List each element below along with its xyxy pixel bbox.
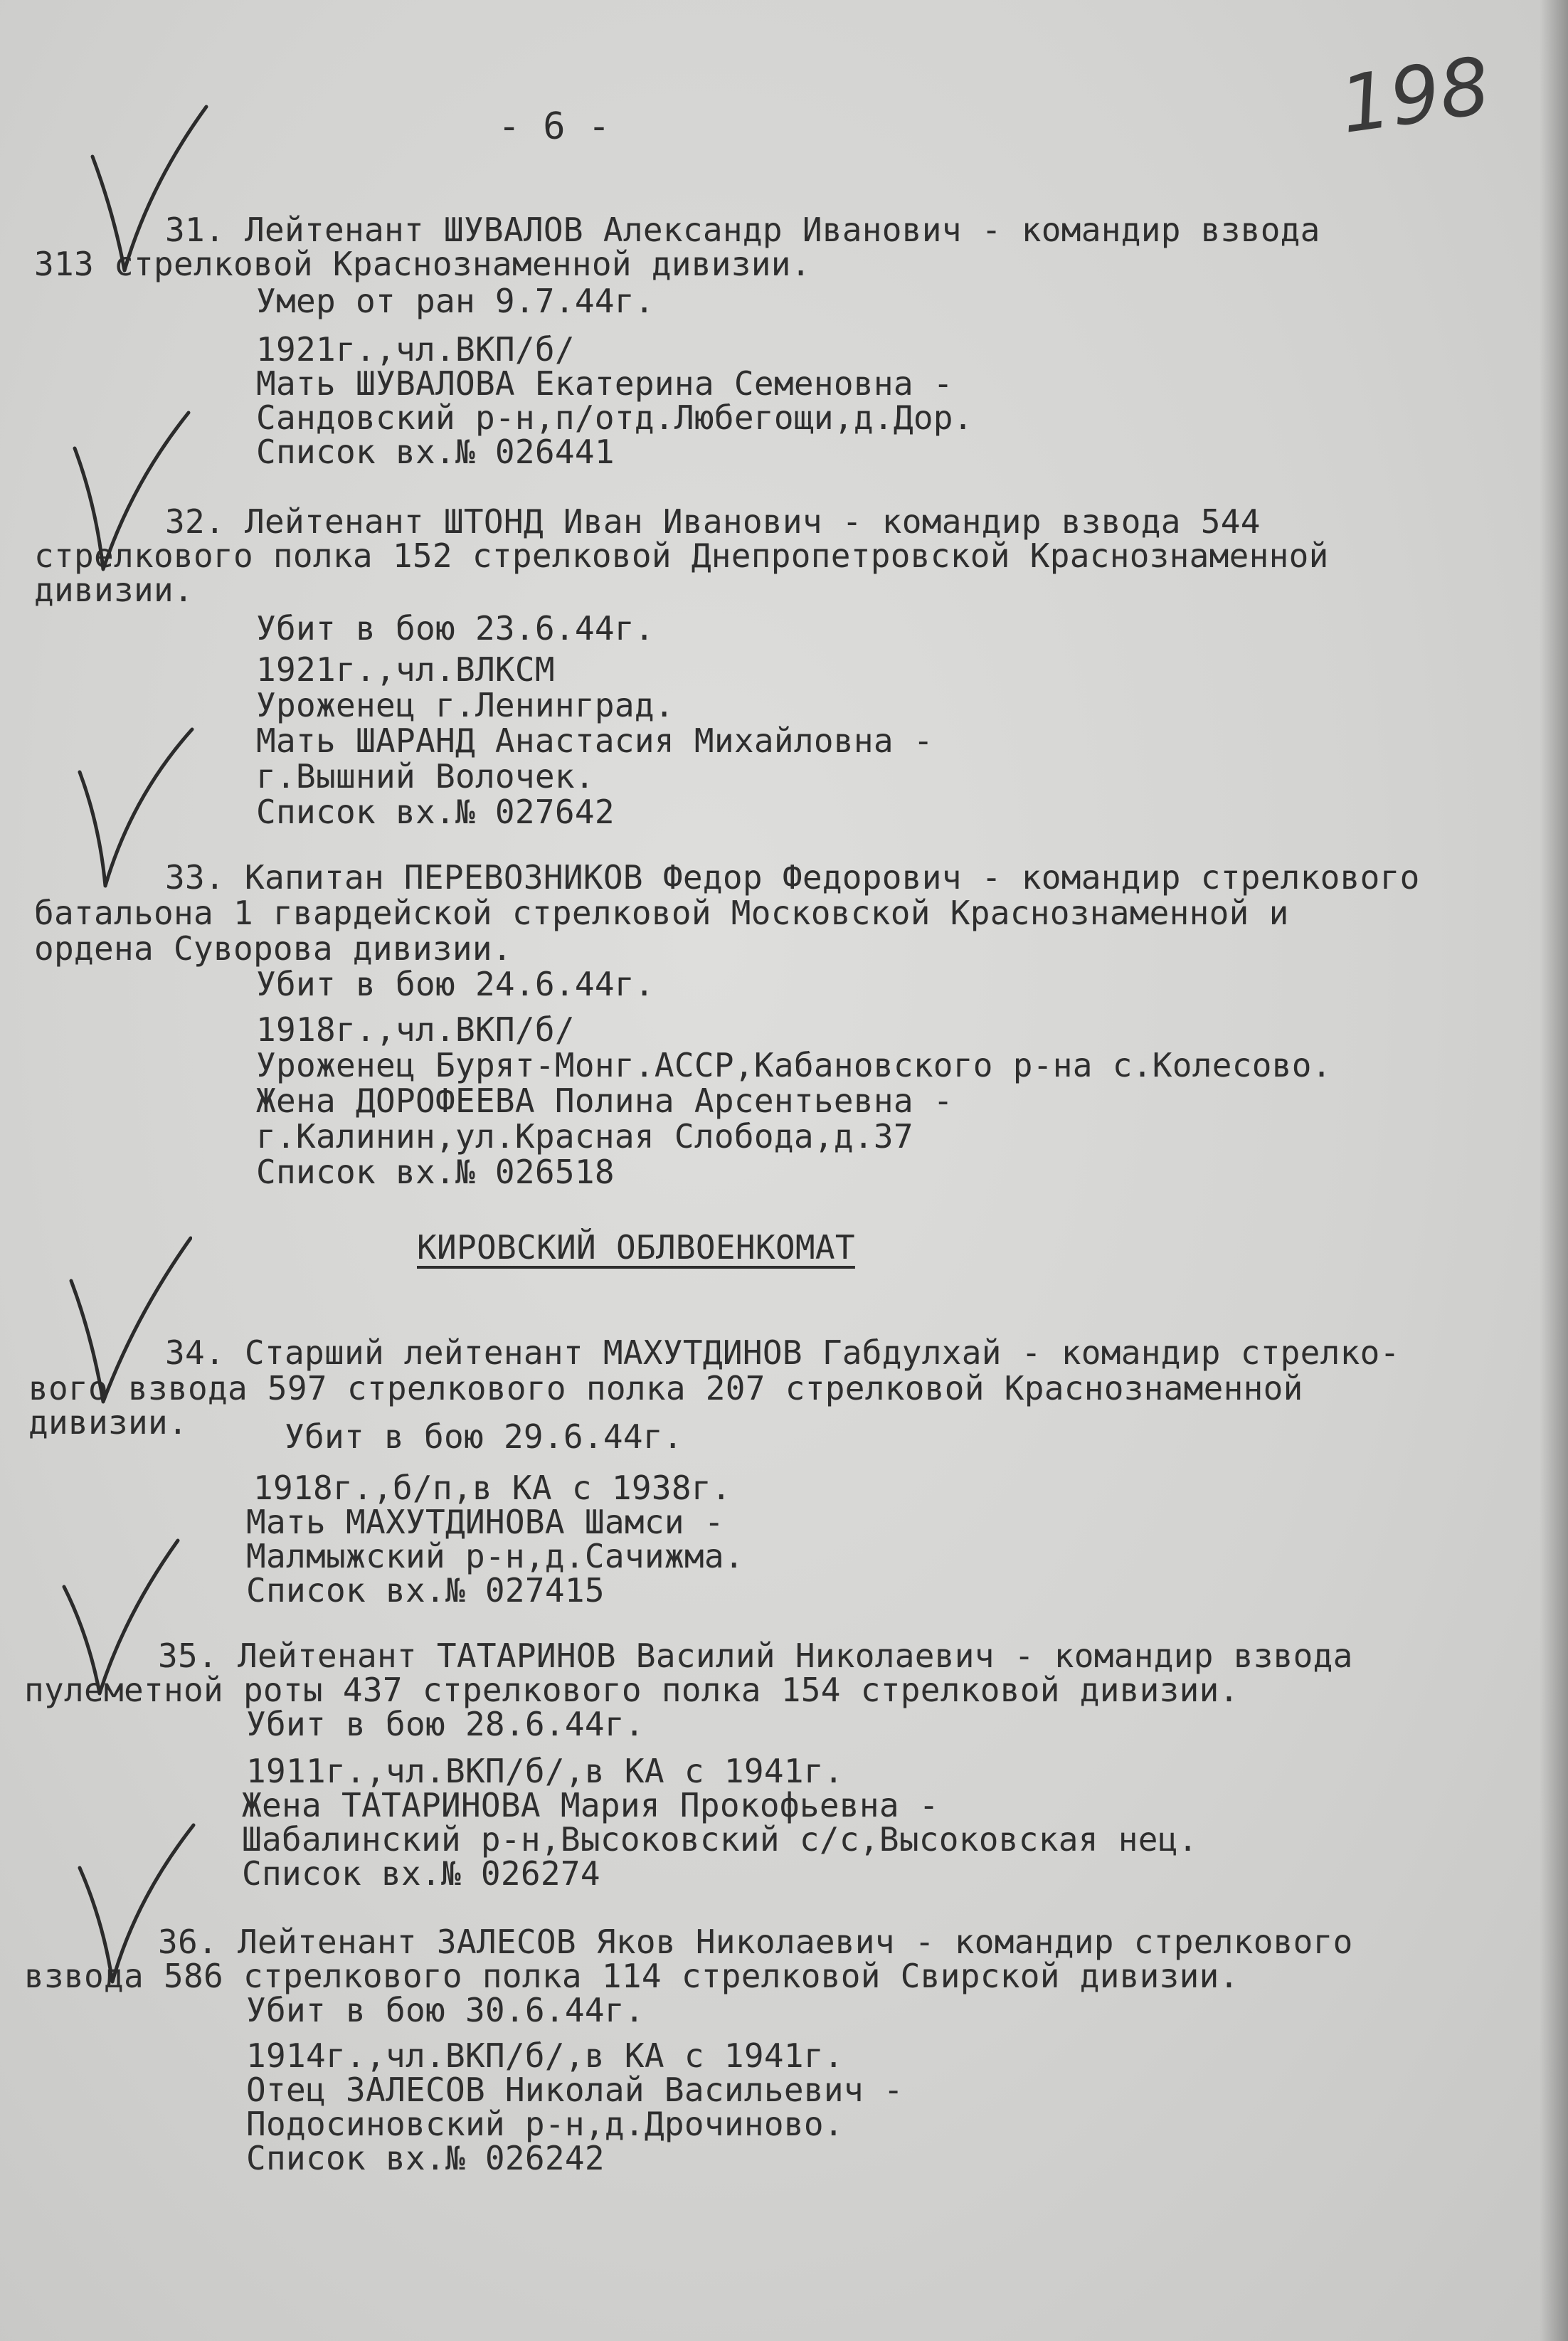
entry-34-relative: Мать МАХУТДИНОВА Шамси -: [246, 1503, 724, 1541]
entry-36-death: Убит в бою 30.6.44г.: [246, 1991, 645, 2029]
entry-32-relative: Мать ШАРАНД Анастасия Михайловна -: [256, 722, 933, 760]
entry-31-birth: 1921г.,чл.ВКП/б/: [256, 330, 575, 369]
entry-35-address: Шабалинский р-н,Высоковский с/с,Высоковская нец.: [242, 1820, 1198, 1859]
entry-36-relative: Отец ЗАЛЕСОВ Николай Васильевич -: [246, 2071, 904, 2109]
entry-32-death: Убит в бою 23.6.44г.: [256, 609, 655, 648]
entry-35-relative: Жена ТАТАРИНОВА Мария Прокофьевна -: [242, 1786, 939, 1824]
entry-32-birth: 1921г.,чл.ВЛКСМ: [256, 650, 555, 689]
entry-32-list: Список вх.№ 027642: [256, 793, 615, 831]
entry-35-line-1: 35. Лейтенант ТАТАРИНОВ Василий Николаевич - командир взвода: [158, 1637, 1353, 1675]
entry-31-line-1: 31. Лейтенант ШУВАЛОВ Александр Иванович - командир взвода: [165, 211, 1320, 249]
entry-31-list: Список вх.№ 026441: [256, 433, 615, 471]
entry-36-address: Подосиновский р-н,д.Дрочиново.: [246, 2105, 844, 2143]
entry-36-line-2: взвода 586 стрелкового полка 114 стрелковой Свирской дивизии.: [24, 1957, 1239, 1995]
entry-31-death: Умер от ран 9.7.44г.: [256, 282, 655, 320]
entry-31-relative: Мать ШУВАЛОВА Екатерина Семеновна -: [256, 364, 953, 403]
entry-31-address: Сандовский р-н,п/отд.Любегощи,д.Дор.: [256, 398, 973, 437]
entry-32-line-2: стрелкового полка 152 стрелковой Днепропетровской Краснознаменной: [34, 537, 1329, 575]
entry-33-line-2: батальона 1 гвардейской стрелковой Московской Краснознаменной и: [34, 894, 1289, 932]
entry-35-line-2: пулеметной роты 437 стрелкового полка 154 стрелковой дивизии.: [24, 1671, 1239, 1709]
section-heading: КИРОВСКИЙ ОБЛВОЕНКОМАТ: [417, 1228, 855, 1267]
entry-35-birth: 1911г.,чл.ВКП/б/,в КА с 1941г.: [246, 1752, 844, 1790]
entry-34-line-3: дивизии.: [28, 1403, 188, 1442]
entry-35-death: Убит в бою 28.6.44г.: [246, 1705, 645, 1743]
check-mark-icon: [85, 100, 213, 285]
entry-33-address: г.Калинин,ул.Красная Слобода,д.37: [256, 1117, 913, 1156]
page-number: - 6 -: [498, 105, 611, 148]
entry-34-birth: 1918г.,б/п,в КА с 1938г.: [253, 1469, 731, 1507]
check-mark-icon: [64, 398, 192, 583]
entry-36-birth: 1914г.,чл.ВКП/б/,в КА с 1941г.: [246, 2036, 844, 2075]
entry-34-line-1: 34. Старший лейтенант МАХУТДИНОВ Габдулхай - командир стрелко-: [165, 1333, 1400, 1372]
check-mark-icon: [71, 1814, 199, 1999]
entry-36-list: Список вх.№ 026242: [246, 2139, 605, 2177]
entry-32-line-3: дивизии.: [34, 571, 194, 609]
entry-33-death: Убит в бою 24.6.44г.: [256, 965, 655, 1003]
entry-33-birth: 1918г.,чл.ВКП/б/: [256, 1010, 575, 1049]
entry-34-list: Список вх.№ 027415: [246, 1571, 605, 1610]
entry-33-origin: Уроженец Бурят-Монг.АССР,Кабановского р-на с.Колесово.: [256, 1046, 1332, 1084]
entry-33-line-1: 33. Капитан ПЕРЕВОЗНИКОВ Федор Федорович - командир стрелкового: [165, 858, 1420, 897]
entry-33-list: Список вх.№ 026518: [256, 1153, 615, 1191]
entry-33-line-3: ордена Суворова дивизии.: [34, 929, 512, 968]
entry-31-line-2: 313 стрелковой Краснознаменной дивизии.: [34, 245, 811, 283]
entry-34-line-2: вого взвода 597 стрелкового полка 207 стрелковой Краснознаменной: [28, 1369, 1303, 1407]
check-mark-icon: [71, 719, 199, 904]
handwritten-page-mark: 198: [1335, 40, 1495, 151]
entry-34-address: Малмыжский р-н,д.Сачижма.: [246, 1537, 744, 1575]
check-mark-icon: [64, 1231, 192, 1416]
check-mark-icon: [57, 1530, 185, 1715]
entry-32-line-1: 32. Лейтенант ШТОНД Иван Иванович - командир взвода 544: [165, 502, 1261, 541]
entry-32-address: г.Вышний Волочек.: [256, 757, 595, 796]
entry-32-origin: Уроженец г.Ленинград.: [256, 686, 674, 724]
entry-36-line-1: 36. Лейтенант ЗАЛЕСОВ Яков Николаевич - командир стрелкового: [158, 1923, 1353, 1961]
entry-34-death: Убит в бою 29.6.44г.: [285, 1417, 683, 1456]
entry-35-list: Список вх.№ 026274: [242, 1854, 600, 1893]
entry-33-relative: Жена ДОРОФЕЕВА Полина Арсентьевна -: [256, 1082, 953, 1120]
